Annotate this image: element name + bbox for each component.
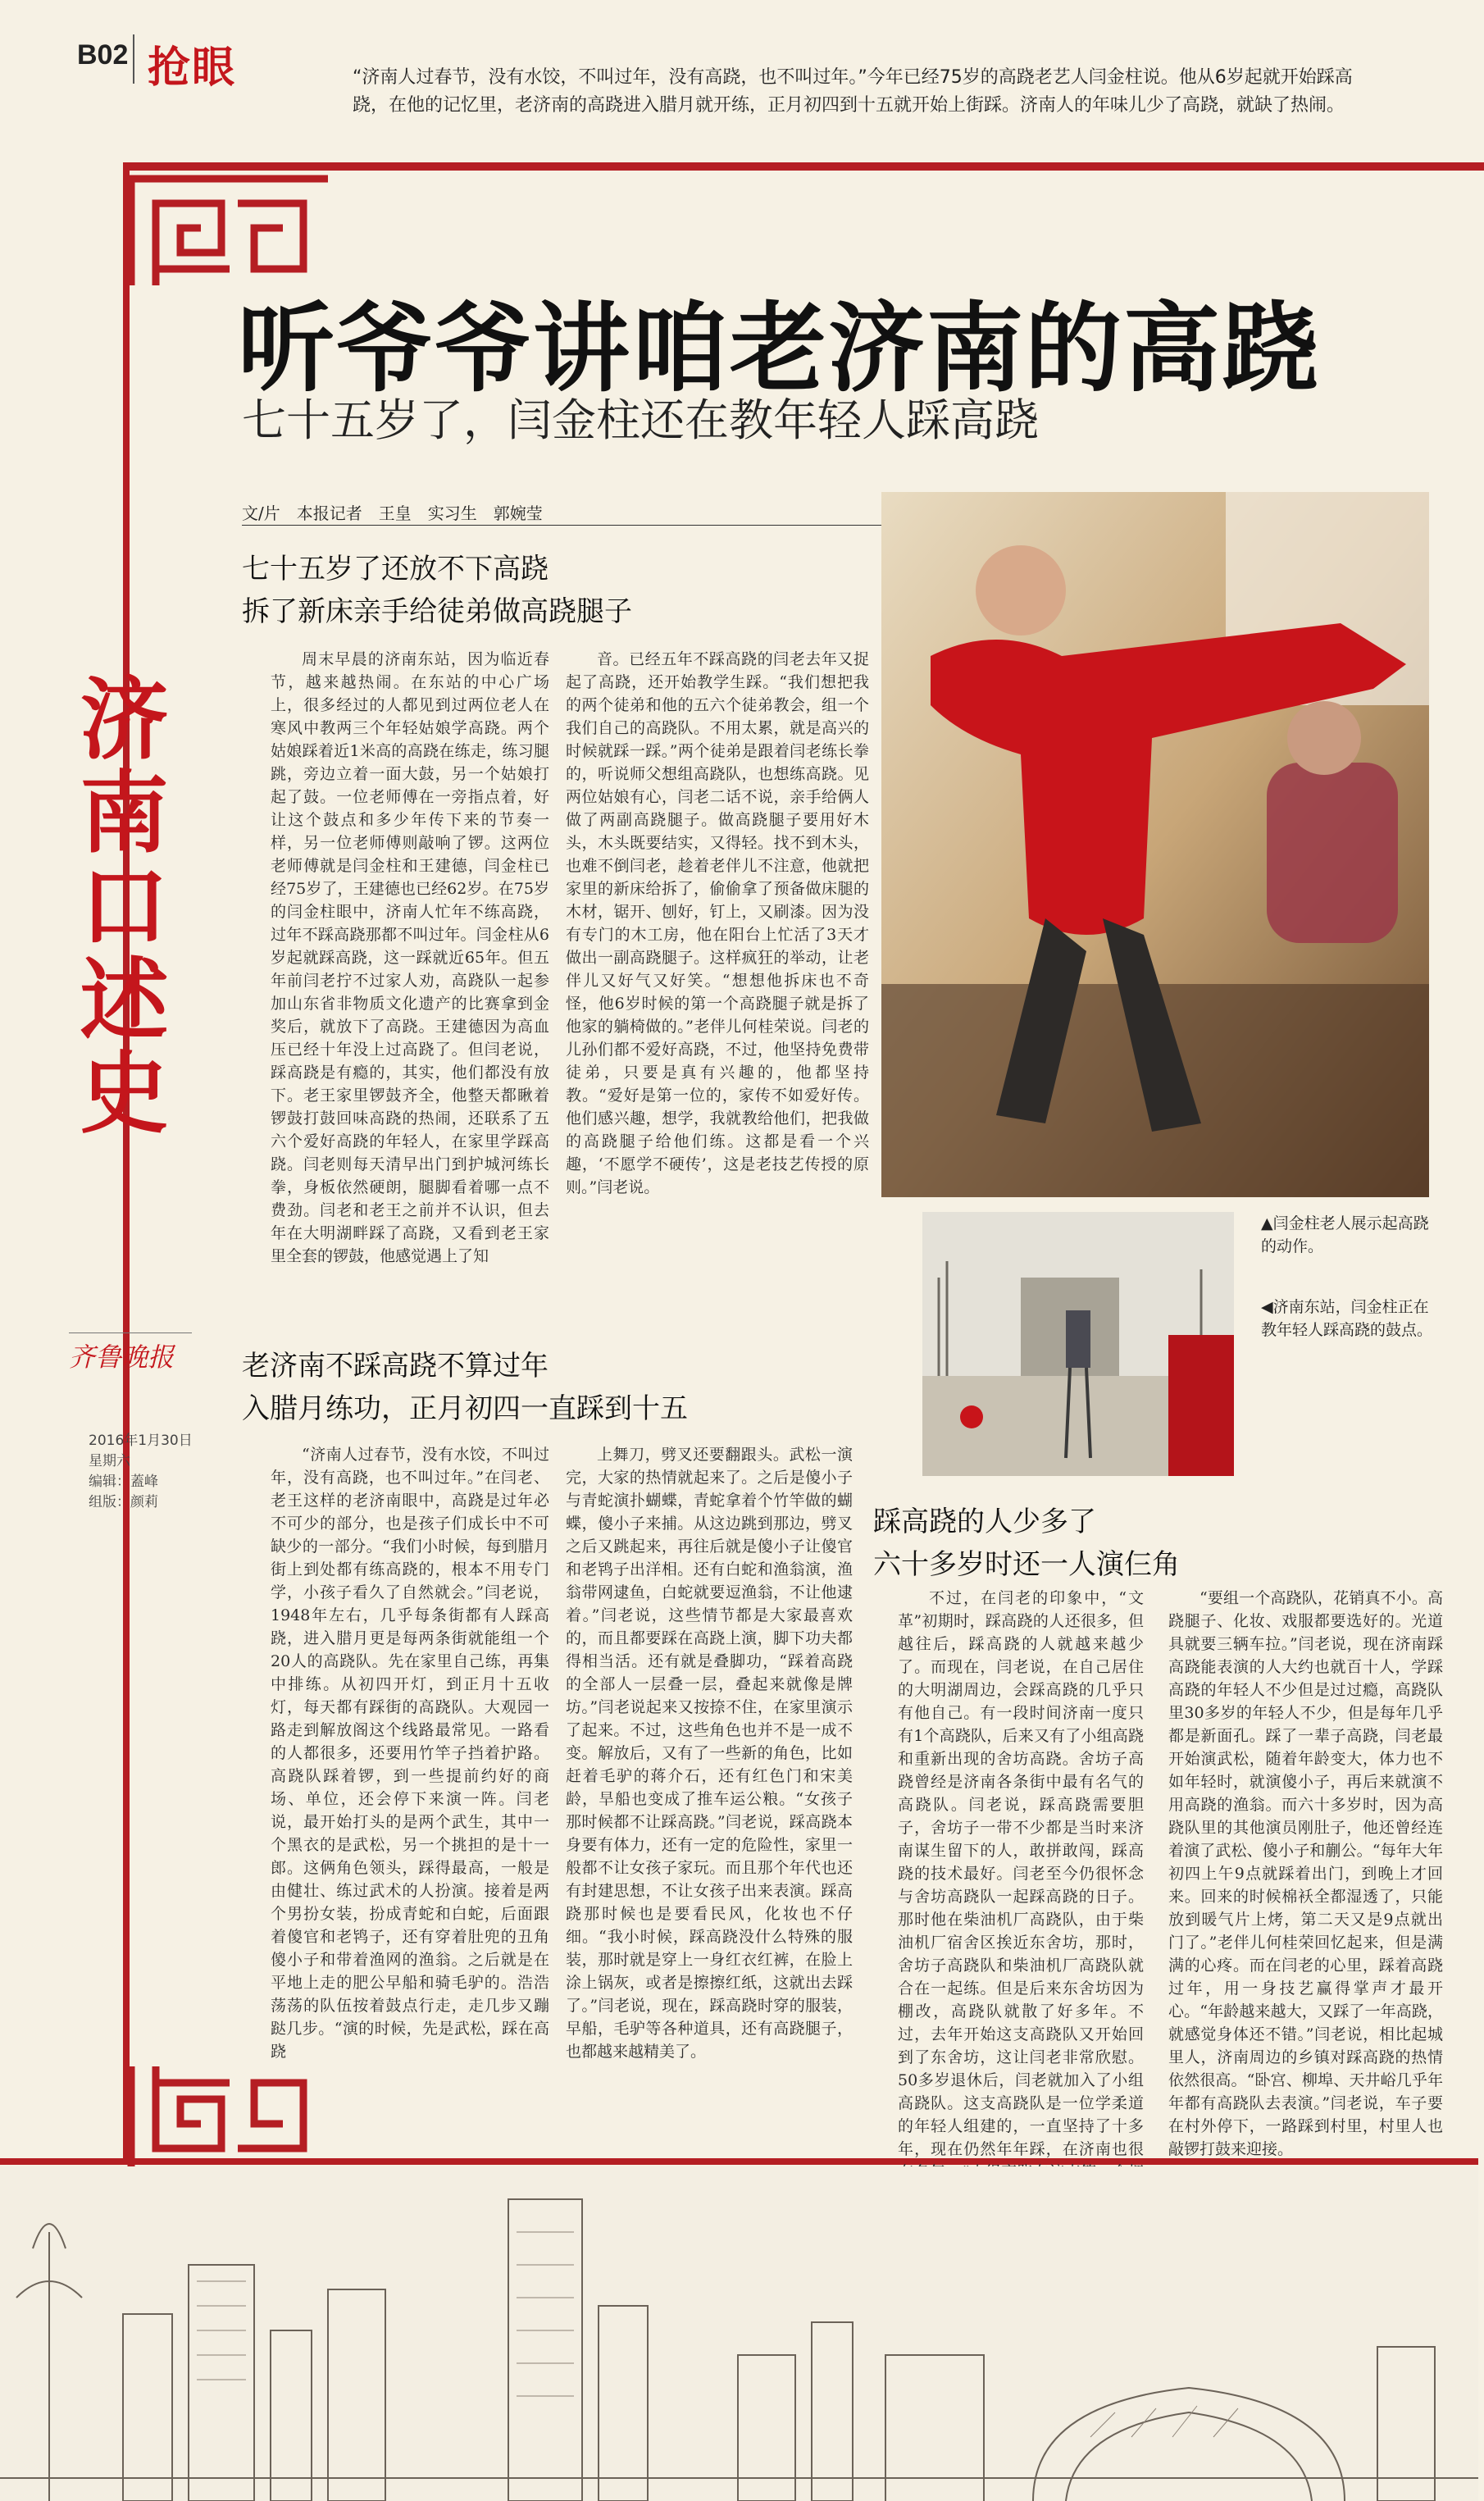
issue-date: 2016年1月30日 (89, 1433, 193, 1449)
article-column (271, 648, 549, 1345)
photo-caption-2: ◀济南东站，闫金柱正在教年轻人踩高跷的鼓点。 (1261, 1298, 1433, 1339)
article-column (898, 1587, 1144, 2158)
section-heading-2-line1: 老济南不踩高跷不算过年 (242, 1350, 549, 1383)
article-text: 上舞刀，劈叉还要翻跟头。武松一演完，大家的热情就起来了。之后是傻小子与青蛇演扑蝴蝶，青蛇拿着个竹竿做的蝴蝶，傻小子来捕。从这边跳到那边，劈叉之后又跳起来，再往后就是傻小子让傻官和老鸨子出洋相。还有白蛇和渔翁演，渔翁带网逮鱼，白蛇就要逗渔翁，不让他逮着。”闫老说，这些情节都是大家最喜欢的，而且都要踩在高跷上演，脚下功夫都得相当活。还有就是叠脚功，“踩着高跷的全部人一层叠一层，叠起来就像是牌坊。”闫老说起来又按捺不住，在家里演示了起来。不过，这些角色也并不是一成不变。解放后，又有了一些新的角色，比如赶着毛驴的蒋介石，还有红色门和宋美龄，旱船也变成了推车运公粮。“女孩子那时候都不让踩高跷。”闫老说，踩高跷本身要有体力，还有一定的危险性，家里一般都不让女孩子家玩。而且那个年代也还有封建思想，不让女孩子出来表演。踩高跷那时候也是要看民风，化妆也不仔细。“我小时候，踩高跷没什么特殊的服装，那时就是穿上一身红衣红裤，在脸上涂上锅灰，或者是擦擦红纸，这就出去踩了。”闫老说，现在，踩高跷时穿的服装，早船，毛驴等各种道具，还有高跷腿子，也都越来越精美了。 (566, 1446, 853, 2061)
page-number: B02 (77, 39, 129, 71)
photo-caption-1: ▲闫金柱老人展示起高跷的动作。 (1261, 1214, 1429, 1255)
editor-credit: 编辑：蓋峰 (89, 1474, 158, 1490)
section-heading-3-line1: 踩高跷的人少多了 (873, 1506, 1096, 1538)
subheadline: 七十五岁了，闫金柱还在教年轻人踩高跷 (242, 394, 1039, 446)
article-text: 周末早晨的济南东站，因为临近春节，越来越热闹。在东站的中心广场上，很多经过的人都见到过两位老人在寒风中教两三个年轻姑娘学高跷。两个姑娘踩着近1米高的高跷在练走，练习腿跳，旁边立着一面大鼓，另一个姑娘打起了鼓。一位老师傅在一旁指点着，好让这个鼓点和多少年传下来的节奏一样，另一位老师傅则敲响了锣。这两位老师傅就是闫金柱和王建德，闫金柱已经75岁了，王建德也已经62岁。在75岁的闫金柱眼中，济南人忙年不练高跷，过年不踩高跷那都不叫过年。闫金柱从6岁起就踩高跷，这一踩就近65年。但五年前闫老拧不过家人劝，高跷队一起参加山东省非物质文化遗产的比赛拿到金奖后，就放下了高跷。王建德因为高血压已经十年没上过高跷了。但闫老说，踩高跷是有瘾的，其实，他们都没有放下。老王家里锣鼓齐全，他整天都瞅着锣鼓打鼓回味高跷的热闹，还联系了五六个爱好高跷的年轻人，在家里学踩高跷。闫老则每天清早出门到护城河练长拳，身板依然硬朗，腿脚看着哪一点不费劲。闫老和老王之前并不认识，但去年在大明湖畔踩了高跷，又看到老王家里全套的锣鼓，他感觉遇上了知 (271, 650, 549, 1265)
intro-paragraph: “济南人过春节，没有水饺，不叫过年，没有高跷，也不叫过年。”今年已经75岁的高跷老艺人闫金柱说。他从6岁起就开始踩高跷，在他的记忆里，老济南的高跷进入腊月就开练，正月初四到十五就开始上街踩。济南人的年味儿少了高跷，就缺了热闹。 (353, 67, 1353, 116)
byline: 文/片 本报记者 王皇 实习生 郭婉莹 (242, 503, 543, 523)
section-label: 抢眼 (148, 43, 237, 93)
article-column (566, 648, 869, 1345)
section-heading-2-line2: 入腊月练功，正月初四一直踩到十五 (242, 1392, 688, 1425)
article-text: “济南人过春节，没有水饺，不叫过年，没有高跷，也不叫过年。”在闫老、老王这样的老济南眼中，高跷是过年必不可少的部分，也是孩子们成长中不可缺少的一部分。“我们小时候，每到腊月街上到处都有练高跷的，根本不用专门学，小孩子看久了自然就会。”闫老说，1948年左右，几乎每条街都有人踩高跷，进入腊月更是每两条街就能组一个20人的高跷队。先在家里自己练，再集中排练。从初四开灯，到正月十五收灯，每天都有踩街的高跷队。大观园一路走到解放阁这个线路最常见。一路看的人都很多，还要用竹竿子挡着护路。高跷队踩着锣，到一些提前约好的商场、单位，还会停下来演一阵。闫老说，最开始打头的是两个武生，其中一个黑衣的是武松，另一个挑担的是十一郎。这俩角色领头，踩得最高，一般是由健壮、练过武术的人扮演。接着是两个男扮女装，扮成青蛇和白蛇，后面跟着傻官和老鸨子，还有穿着肚兜的丑角傻小子和带着渔网的渔翁。之后就是在平地上走的肥公早船和骑毛驴的。浩浩荡荡的队伍按着鼓点行走，走几步又蹦跶几步。“演的时候，先是武松，踩在高跷 (271, 1446, 549, 2061)
issue-weekday: 星期六 (89, 1453, 130, 1469)
masthead-logo: 齐鲁晚报 (69, 1342, 175, 1373)
article-text: “要组一个高跷队，花销真不小。高跷腿子、化妆、戏服都要选好的。光道具就要三辆车拉。”闫老说，现在济南踩高跷能表演的人大约也就百十人，学踩高跷的年轻人不少但是过过瘾，高跷队里30多岁的年轻人不少，但是每年几乎都是新面孔。踩了一辈子高跷，闫老最开始演武松，随着年龄变大，体力也不如年轻时，就演傻小子，再后来就演不用高跷的渔翁。而六十多岁时，因为高跷队里的其他演员刚肚子，他还曾经连着演了武松、傻小子和蒯公。“每年大年初四上午9点就踩着出门，到晚上才回来。回来的时候棉袄全都湿透了，只能放到暖气片上烤，第二天又是9点就出门了。”老伴儿何桂荣回忆起来，但是满满的心疼。而在闫老的心里，踩着高跷过年，用一身技艺赢得掌声才最开心。“年龄越来越大，又踩了一年高跷，就感觉身体还不错。”闫老说，相比起城里人，济南周边的乡镇对踩高跷的热情依然很高。“卧宫、柳埠、天井峪几乎年年都有高跷队去表演。”闫老说，车子要在村外停下，一路踩到村里，村里人也敲锣打鼓来迎接。 (1168, 1589, 1443, 2158)
article-column (271, 1443, 549, 2124)
article-column (1168, 1587, 1443, 2158)
article-column (566, 1443, 853, 2124)
masthead-rule (69, 1332, 192, 1333)
header-divider (133, 34, 134, 84)
issue-meta (89, 1431, 220, 1513)
photo-east-station-training (922, 1212, 1234, 1476)
article-text: 音。已经五年不踩高跷的闫老去年又捉起了高跷，还开始教学生踩。“我们想把我的两个徒弟和他的五六个徒弟教会，组一个我们自己的高跷队。不用太累，就是高兴的时候就踩一踩。”两个徒弟是跟着闫老练长拳的，听说师父想组高跷队，也想练高跷。见两位姑娘有心，闫老二话不说，亲手给俩人做了两副高跷腿子。做高跷腿子要用好木头，木头既要结实，又得轻。找不到木头，也难不倒闫老，趁着老伴儿不注意，他就把家里的新床给拆了，偷偷拿了预备做床腿的木材，锯开、刨好，钉上，又刷漆。因为没有专门的木工房，他在阳台上忙活了3天才做出一副高跷腿子。这样疯狂的举动，让老伴儿又好气又好笑。“想想他拆床也不奇怪，他6岁时候的第一个高跷腿子就是拆了他家的躺椅做的。”老伴儿何桂荣说。闫老的儿孙们都不爱好高跷，不过，他坚持免费带徒弟，只要是真有兴趣的，他都坚持教。“爱好是第一位的，家传不如爱好传。他们感兴趣，想学，我就教给他们，把我做的高跷腿子给他们练。这都是看一个兴趣，‘不愿学不硬传’，这是老技艺传授的原则。”闫老说。 (566, 650, 869, 1196)
section-heading-3 (873, 1501, 1406, 1586)
byline-rule (242, 525, 890, 526)
section-heading-1-line1: 七十五岁了还放不下高跷 (242, 553, 549, 585)
frame-left-border (123, 162, 130, 2163)
city-skyline-sketch (0, 2166, 1478, 2501)
section-heading-1-line2: 拆了新床亲手给徒弟做高跷腿子 (242, 595, 632, 628)
photo-elder-stilt-pose (881, 492, 1429, 1197)
frame-top-border (123, 162, 1484, 171)
section-heading-2 (242, 1345, 898, 1430)
article-text: 不过，在闫老的印象中，“文革”初期时，踩高跷的人还很多，但越往后，踩高跷的人就越来越少了。而现在，闫老说，在自己居住的大明湖周边，会踩高跷的几乎只有他自己。有一段时间济南一度只有1个高跷队，后来又有了小组高跷和重新出现的舍坊高跷。舍坊子高跷曾经是济南各条街中最有名气的高跷队。闫老说，踩高跷需要胆子，舍坊子一带不少都是当时来济南谋生留下的人，敢拼敢闯，踩高跷的技术最好。闫老至今仍很怀念与舍坊高跷队一起踩高跷的日子。那时他在柴油机厂高跷队，由于柴油机厂宿舍区挨近东舍坊，那时，舍坊子高跷队和柴油机厂高跷队就合在一起练。但是后来东舍坊因为棚改，高跷队就散了好多年。不过，去年开始这支高跷队又开始回到了东舍坊，这让闫老非常欣慰。50多岁退休后，闫老就加入了小组高跷队。这支高跷队是一位学柔道的年轻人组建的，一直坚持了十多年，现在仍然年年踩，在济南也很 (898, 1589, 1144, 2158)
vertical-column-title: 济南口述史 (65, 672, 168, 1140)
section-heading-3-line2: 六十多岁时还一人演仨角 (873, 1548, 1180, 1581)
section-heading-1 (242, 548, 898, 633)
layout-credit: 组版：颜莉 (89, 1494, 158, 1510)
headline: 听爷爷讲咱老济南的高跷 (238, 292, 1321, 405)
